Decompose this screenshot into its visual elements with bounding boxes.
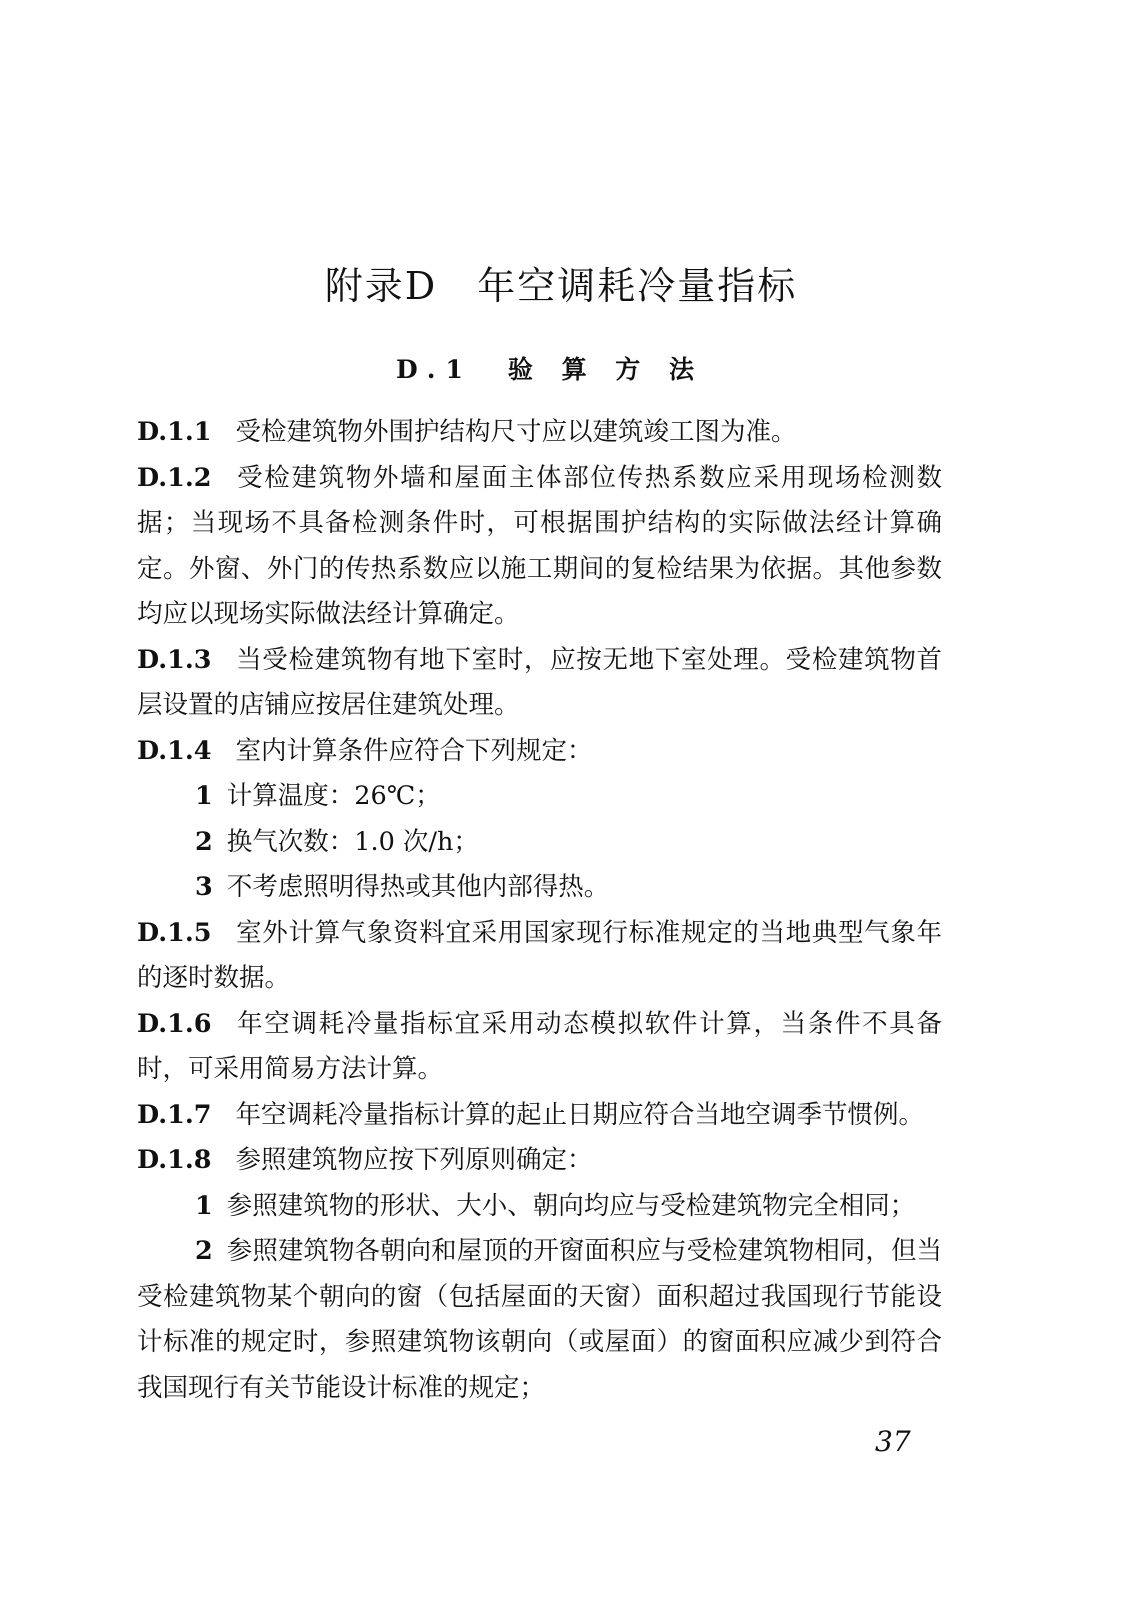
clause-d-1-5	[137, 911, 942, 1002]
clause-number: D.1.3	[137, 644, 212, 675]
item-number: 3	[195, 872, 213, 902]
clause-number: D.1.2	[137, 462, 212, 493]
item-text: 计算温度：26℃；	[226, 781, 441, 811]
list-item	[137, 1184, 942, 1230]
clause-d-1-2	[137, 456, 942, 638]
clause-number: D.1.1	[137, 417, 212, 447]
list-item	[137, 820, 942, 866]
clause-d-1-8	[137, 1138, 942, 1184]
list-item	[137, 865, 942, 911]
clause-number: D.1.5	[137, 917, 212, 948]
item-text: 不考虑照明得热或其他内部得热。	[226, 872, 610, 902]
item-number: 2	[195, 826, 213, 857]
page-number: 37	[875, 1425, 911, 1458]
clause-number: D.1.6	[137, 1008, 212, 1039]
clause-text: 参照建筑物应按下列原则确定：	[235, 1145, 593, 1175]
clause-d-1-1	[137, 410, 942, 456]
clause-number: D.1.7	[137, 1099, 212, 1130]
document-body	[137, 410, 942, 1411]
clause-text: 当受检建筑物有地下室时，应按无地下室处理。受检建筑物首层设置的店铺应按居住建筑处理。	[137, 644, 942, 720]
item-number: 1	[195, 1190, 213, 1221]
item-text: 参照建筑物的形状、大小、朝向均应与受检建筑物完全相同；	[226, 1190, 916, 1221]
clause-d-1-7	[137, 1093, 942, 1139]
clause-number: D.1.8	[137, 1145, 212, 1175]
clause-d-1-3	[137, 638, 942, 729]
item-text: 参照建筑物各朝向和屋顶的开窗面积应与受检建筑物相同，但当受检建筑物某个朝向的窗（包括屋面的天窗）面积超过我国现行节能设计标准的规定时，参照建筑物该朝向（或屋面）的窗面积应减少到符合我国现行有关节能设计标准的规定；	[137, 1236, 942, 1403]
list-item	[137, 1229, 942, 1411]
item-text: 换气次数：1.0 次/h；	[226, 826, 479, 857]
clause-text: 受检建筑物外墙和屋面主体部位传热系数应采用现场检测数据；当现场不具备检测条件时，可根据围护结构的实际做法经计算确定。外窗、外门的传热系数应以施工期间的复检结果为依据。其他参数均应以现场实际做法经计算确定。	[137, 462, 942, 629]
clause-d-1-6	[137, 1002, 942, 1093]
clause-text: 室内计算条件应符合下列规定：	[235, 735, 593, 766]
list-item	[137, 774, 942, 820]
appendix-title: 附录D 年空调耗冷量指标	[324, 264, 798, 308]
item-number: 2	[195, 1236, 213, 1266]
clause-text: 室外计算气象资料宜采用国家现行标准规定的当地典型气象年的逐时数据。	[137, 917, 942, 993]
clause-d-1-4	[137, 729, 942, 775]
clause-text: 年空调耗冷量指标宜采用动态模拟软件计算，当条件不具备时，可采用简易方法计算。	[137, 1008, 942, 1084]
section-title: D.1 验 算 方 法	[396, 355, 704, 384]
item-number: 1	[195, 781, 213, 811]
clause-text: 受检建筑物外围护结构尺寸应以建筑竣工图为准。	[235, 417, 797, 447]
clause-number: D.1.4	[137, 735, 212, 766]
clause-text: 年空调耗冷量指标计算的起止日期应符合当地空调季节惯例。	[235, 1099, 924, 1130]
